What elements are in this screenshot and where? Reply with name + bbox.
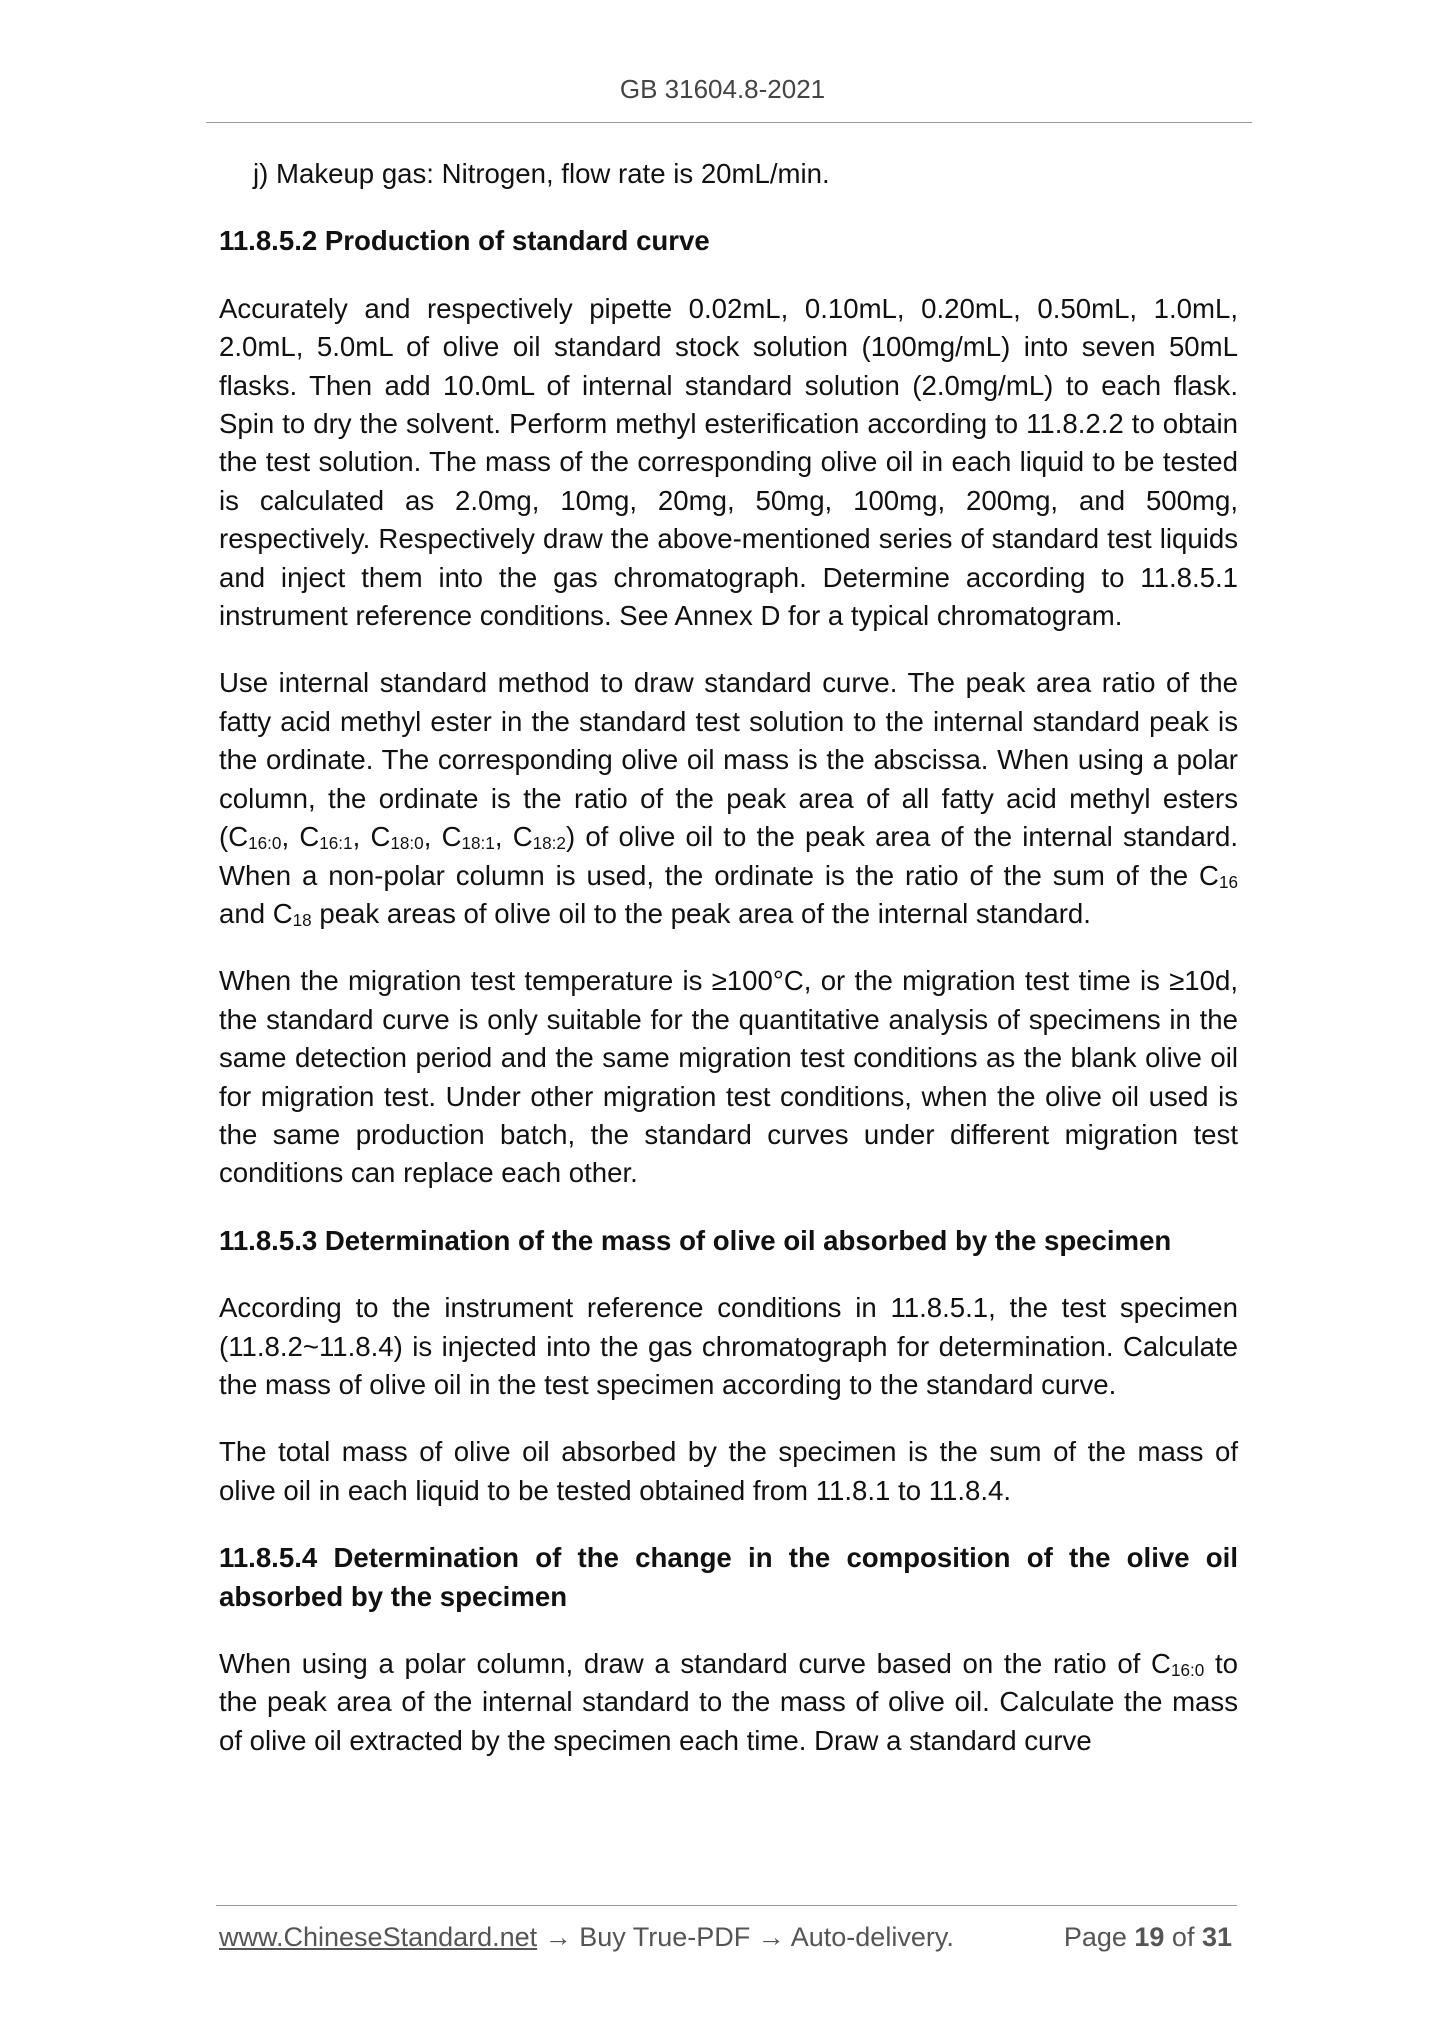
section-heading-11-8-5-4: 11.8.5.4 Determination of the change in the composition of the olive oil absorbed by the specimen	[219, 1542, 1238, 1612]
footer-divider	[216, 1905, 1237, 1906]
paragraph-total-mass: The total mass of olive oil absorbed by the specimen is the sum of the mass of olive oil in each liquid to be tested obtained from 11.8.1 to 11.8.4.	[219, 1436, 1238, 1506]
header-divider	[206, 122, 1252, 123]
text-span: C	[272, 897, 293, 929]
paragraph-migration-conditions: When the migration test temperature is ≥100°C, or the migration test time is ≥10d, the standard curve is only suitable for the quantitative analysis of specimens in the same detection period and the same migration test conditions as the blank olive oil for migration test. Under other migration test conditions, when the olive oil used is the same production batch, the standard curves under different migration test conditions can replace each other.	[219, 965, 1238, 1189]
paragraph-internal-standard-method	[219, 664, 1238, 933]
auto-delivery-text: Auto-delivery.	[784, 1922, 954, 1952]
subscript: 18:2	[532, 834, 566, 854]
arrow-right-icon: →	[757, 1922, 785, 1952]
paragraph-standard-curve-prep: Accurately and respectively pipette 0.02mL, 0.10mL, 0.20mL, 0.50mL, 1.0mL, 2.0mL, 5.0mL of olive oil standard stock solution (100mg/mL) into seven 50mL flasks. Then add 10.0mL of internal standard solution (2.0mg/mL) to each flask. Spin to dry the solvent. Perform methyl esterification according to 11.8.2.2 to obtain the test solution. The mass of the corresponding olive oil in each liquid to be tested is calculated as 2.0mg, 10mg, 20mg, 50mg, 100mg, 200mg, and 500mg, respectively. Respectively draw the above-mentioned series of standard test liquids and inject them into the gas chromatograph. Determine according to 11.8.5.1 instrument reference conditions. See Annex D for a typical chromatogram.	[219, 292, 1238, 632]
website-link[interactable]: www.ChineseStandard.net	[219, 1922, 538, 1952]
text-span: to the peak area of the internal standard to the mass of olive oil. Calculate the mass of olive oil extracted by the specimen each time. Draw a standard curve	[219, 1648, 1238, 1756]
paragraph-polar-column	[219, 1645, 1238, 1760]
text-span: ) of olive oil to the peak area of the internal standard. When a non-polar column is used, the ordinate is the ratio of the sum of the	[219, 821, 1239, 891]
document-body	[219, 155, 1238, 1789]
page-number: 19	[1134, 1922, 1165, 1952]
subscript: 18:0	[390, 834, 424, 854]
page-label: Page	[1063, 1922, 1135, 1952]
text-span: and	[219, 897, 273, 929]
subscript: 16:0	[248, 834, 282, 854]
section-heading-11-8-5-2: 11.8.5.2 Production of standard curve	[219, 225, 710, 257]
footer-promo	[219, 1922, 954, 1953]
page-header: GB 31604.8-2021	[619, 74, 826, 104]
text-span: C	[299, 821, 320, 853]
section-heading-11-8-5-3: 11.8.5.3 Determination of the mass of olive oil absorbed by the specimen	[219, 1224, 1172, 1256]
paragraph-makeup-gas: j) Makeup gas: Nitrogen, flow rate is 20mL/min.	[253, 158, 830, 189]
text-span: Use internal standard method to draw standard curve. The peak area ratio of the fatty acid methyl ester in the standard test solution to the internal standard peak is the ordinate. The corresponding olive oil mass is the abscissa. When using a polar column, the ordinate is the ratio of the peak area of all fatty acid methyl esters (	[219, 667, 1238, 853]
subscript: 18:1	[461, 834, 495, 854]
text-span: ,	[423, 821, 442, 853]
text-span: ,	[494, 821, 513, 853]
text-span: C	[512, 821, 533, 853]
subscript: 16:0	[1170, 1661, 1205, 1681]
text-span: C	[370, 821, 391, 853]
text-span: C	[228, 821, 249, 853]
text-span: ,	[352, 821, 371, 853]
subscript: 16	[1218, 872, 1238, 892]
page-total: 31	[1201, 1922, 1232, 1952]
arrow-right-icon: →	[544, 1922, 572, 1952]
text-span: When using a polar column, draw a standard curve based on the ratio of C	[219, 1648, 1171, 1679]
text-span: ,	[281, 821, 300, 853]
text-span: C	[441, 821, 462, 853]
text-span: C	[1199, 859, 1219, 891]
subscript: 16:1	[319, 834, 353, 854]
paragraph-instrument-conditions: According to the instrument reference conditions in 11.8.5.1, the test specimen (11.8.2~11.8.4) is injected into the gas chromatograph for determination. Calculate the mass of olive oil in the test specimen according to the standard curve.	[219, 1292, 1238, 1400]
of-label: of	[1164, 1922, 1202, 1952]
page-footer	[219, 1922, 1238, 1962]
page-indicator	[1064, 1922, 1232, 1953]
buy-pdf-text: Buy True-PDF	[571, 1922, 758, 1952]
subscript: 18	[292, 910, 312, 930]
text-span: peak areas of olive oil to the peak area of the internal standard.	[311, 897, 1091, 929]
